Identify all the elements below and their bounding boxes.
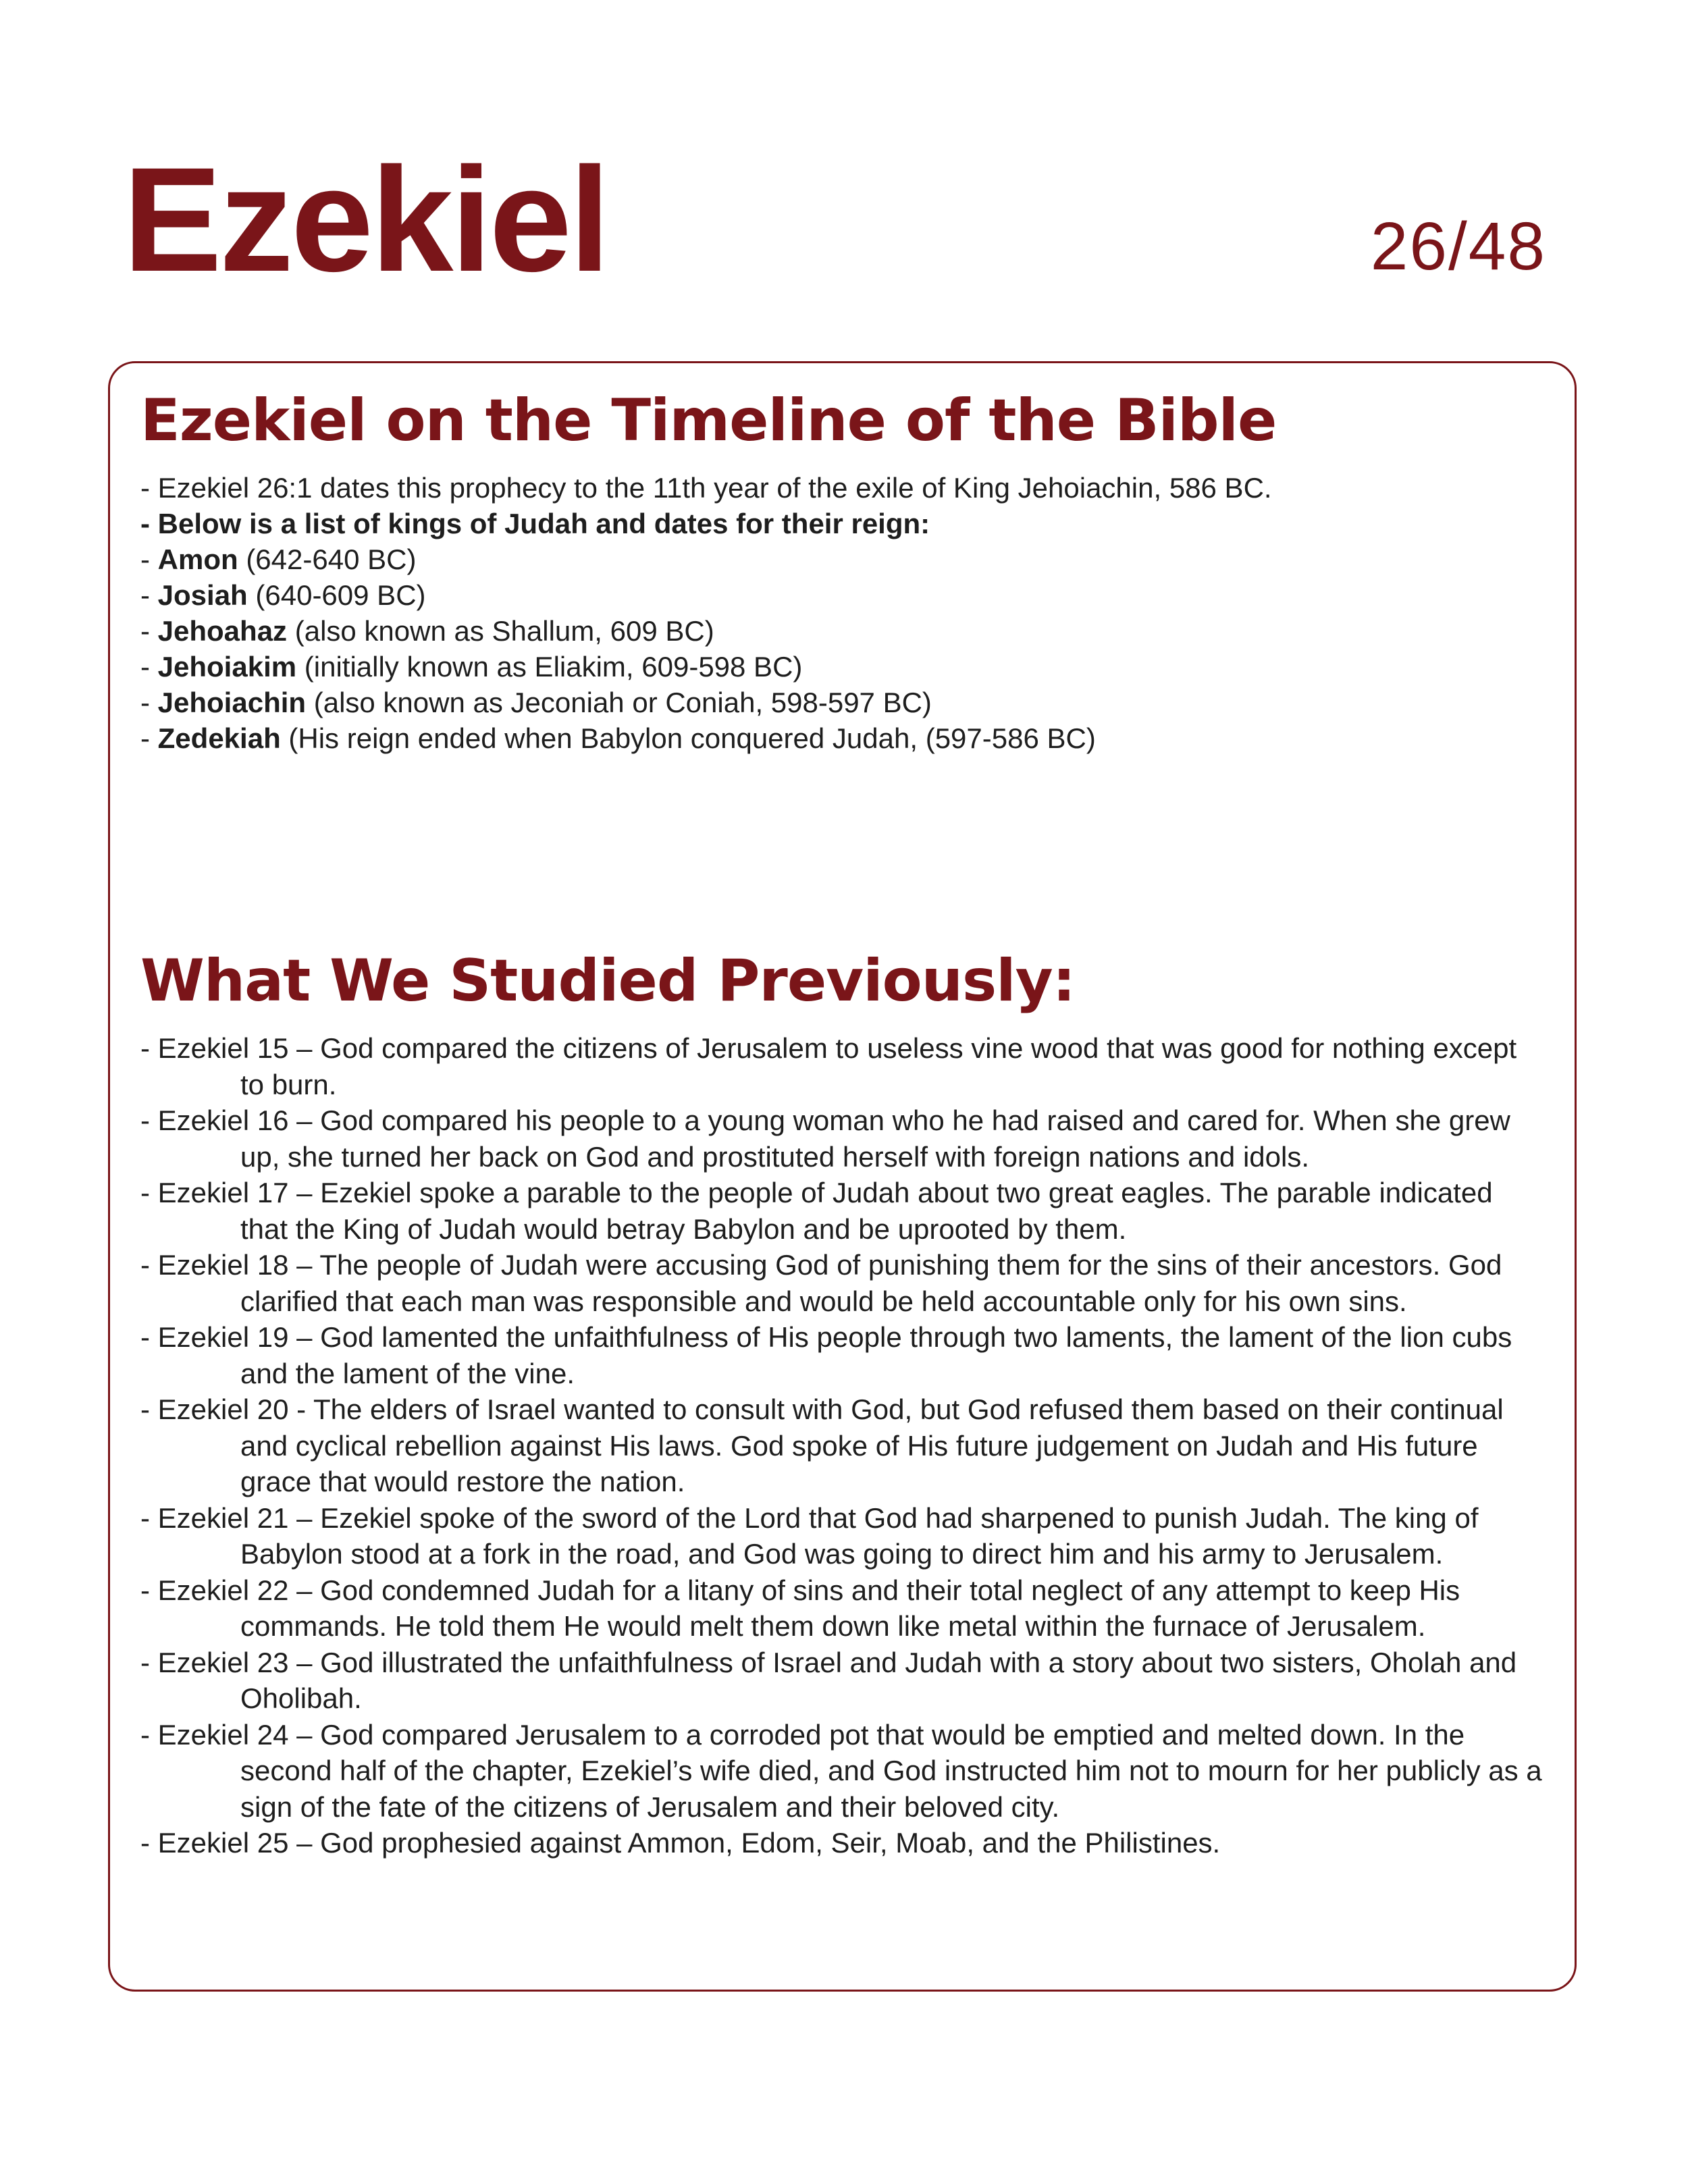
study-entry-ezekiel-15: - Ezekiel 15 – God compared the citizens of Jerusalem to useless vine wood that was good for nothing except to burn. bbox=[140, 1032, 1517, 1100]
king-item-amon bbox=[140, 541, 1544, 577]
timeline-intro: - Ezekiel 26:1 dates this prophecy to the 11th year of the exile of King Jehoiachin, 586 BC. bbox=[140, 472, 1272, 504]
previous-section bbox=[140, 944, 1544, 1861]
king-prefix: - bbox=[140, 722, 158, 754]
king-name: Jehoiachin bbox=[157, 687, 307, 718]
king-item-josiah bbox=[140, 577, 1544, 613]
king-detail: (also known as Jeconiah or Coniah, 598-597 BC) bbox=[306, 687, 932, 718]
king-item-zedekiah bbox=[140, 720, 1544, 756]
study-entry-ezekiel-19: - Ezekiel 19 – God lamented the unfaithfulness of His people through two laments, the lament of the lion cubs and the lament of the vine. bbox=[140, 1321, 1512, 1389]
king-name: Jehoiakim bbox=[157, 651, 297, 683]
king-item-jehoahaz bbox=[140, 613, 1544, 649]
king-detail: (also known as Shallum, 609 BC) bbox=[287, 615, 714, 647]
study-entry-ezekiel-24: - Ezekiel 24 – God compared Jerusalem to a corroded pot that would be emptied and melted down. In the second half of the chapter, Ezekiel’s wife died, and God instructed him not to mourn for her publicly as a sign of the fate of the citizens of Jerusalem and their beloved city. bbox=[140, 1718, 1542, 1823]
king-prefix: - bbox=[140, 615, 158, 647]
study-entry-ezekiel-23: - Ezekiel 23 – God illustrated the unfaithfulness of Israel and Judah with a story about two sisters, Oholah and Oholibah. bbox=[140, 1646, 1517, 1714]
king-name: Josiah bbox=[157, 579, 248, 611]
king-name: Zedekiah bbox=[157, 722, 281, 754]
king-name: Amon bbox=[157, 543, 238, 575]
king-name: Jehoahaz bbox=[157, 615, 288, 647]
king-prefix: - bbox=[140, 651, 158, 683]
study-entry-ezekiel-18: - Ezekiel 18 – The people of Judah were accusing God of punishing them for the sins of their ancestors. God clarified that each man was responsible and would be held accountable only for his own sins. bbox=[140, 1249, 1502, 1317]
previous-heading: What We Studied Previously: bbox=[140, 947, 1076, 1015]
kings-list-intro: - Below is a list of kings of Judah and dates for their reign: bbox=[140, 508, 930, 539]
study-entry-ezekiel-22: - Ezekiel 22 – God condemned Judah for a litany of sins and their total neglect of any attempt to keep His commands. He told them He would melt them down like metal within the furnace of Jerusalem. bbox=[140, 1574, 1460, 1642]
study-entry-ezekiel-25: - Ezekiel 25 – God prophesied against Ammon, Edom, Seir, Moab, and the Philistines. bbox=[140, 1827, 1221, 1859]
content-box bbox=[108, 361, 1577, 1992]
timeline-heading: Ezekiel on the Timeline of the Bible bbox=[140, 387, 1277, 454]
study-entry-ezekiel-21: - Ezekiel 21 – Ezekiel spoke of the sword of the Lord that God had sharpened to punish Judah. The king of Babylon stood at a fork in the road, and God was going to direct him and his army to Jerusalem. bbox=[140, 1501, 1479, 1570]
page-counter: 26/48 bbox=[1370, 209, 1546, 284]
king-detail: (640-609 BC) bbox=[247, 579, 426, 611]
king-item-jehoiachin bbox=[140, 685, 1544, 720]
study-entry-ezekiel-16: - Ezekiel 16 – God compared his people to a young woman who he had raised and cared for. When she grew up, she turned her back on God and prostituted herself with foreign nations and idols. bbox=[140, 1104, 1510, 1173]
page-title: Ezekiel bbox=[123, 136, 608, 302]
study-entry-ezekiel-20: - Ezekiel 20 - The elders of Israel wanted to consult with God, but God refused them based on their continual and cyclical rebellion against His laws. God spoke of His future judgement on Judah and His future grace that would restore the nation. bbox=[140, 1393, 1504, 1497]
king-detail: (642-640 BC) bbox=[238, 543, 417, 575]
king-prefix: - bbox=[140, 543, 158, 575]
king-detail: (initially known as Eliakim, 609-598 BC) bbox=[296, 651, 803, 683]
king-prefix: - bbox=[140, 579, 158, 611]
study-entry-ezekiel-17: - Ezekiel 17 – Ezekiel spoke a parable to the people of Judah about two great eagles. The parable indicated that the King of Judah would betray Babylon and be uprooted by them. bbox=[140, 1177, 1493, 1245]
king-item-jehoiakim bbox=[140, 649, 1544, 685]
timeline-section bbox=[140, 383, 1544, 756]
king-detail: (His reign ended when Babylon conquered Judah, (597-586 BC) bbox=[280, 722, 1096, 754]
king-prefix: - bbox=[140, 687, 158, 718]
